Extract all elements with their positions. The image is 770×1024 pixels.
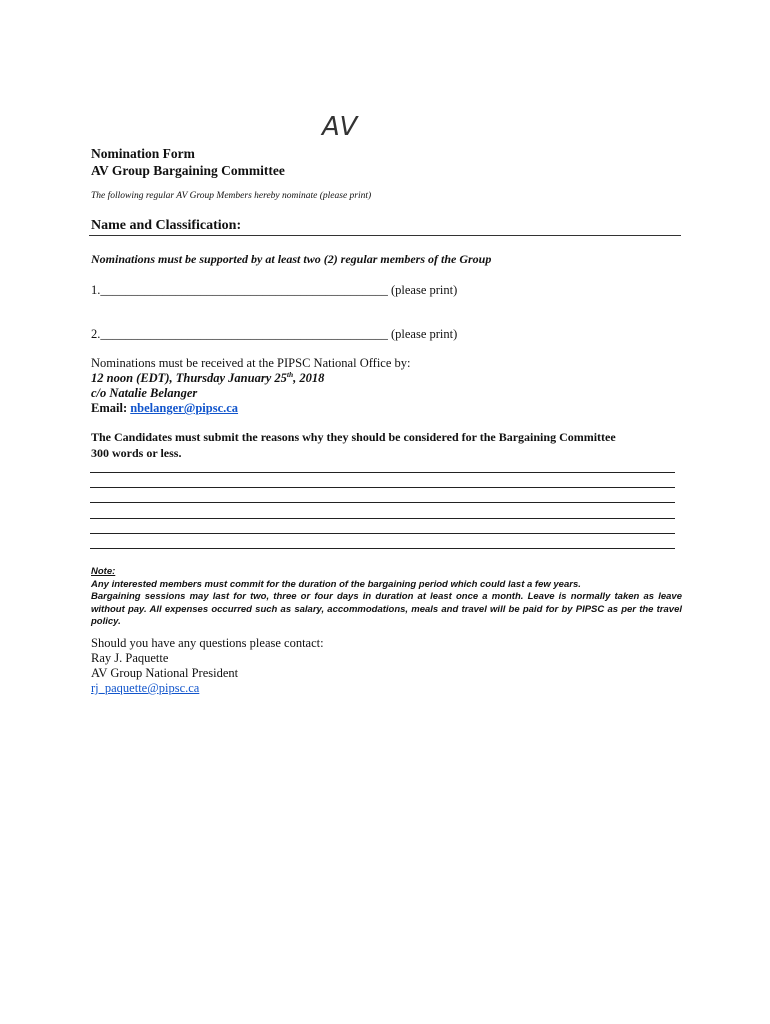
reason-writing-line[interactable]: [90, 533, 675, 534]
section-divider: [89, 235, 681, 236]
note-commitment: Any interested members must commit for the duration of the bargaining period which could last a few years.: [91, 578, 581, 590]
received-instructions: Nominations must be received at the PIPSC National Office by:: [91, 356, 411, 370]
section-heading: Name and Classification:: [91, 218, 242, 233]
note-sessions: Bargaining sessions may last for two, three or four days in duration at least once a month. Leave is normally taken as leave without pay. All expenses occurred such as salary, accommodations, meals and travel will be paid for by PIPSC as per the travel policy.: [91, 591, 682, 627]
reason-writing-line[interactable]: [90, 487, 675, 488]
candidates-instruction: The Candidates must submit the reasons why they should be considered for the Bargaining Committee: [91, 430, 616, 444]
reason-writing-line[interactable]: [90, 518, 675, 519]
submission-email: [91, 401, 238, 416]
form-subtitle: AV Group Bargaining Committee: [91, 163, 285, 178]
deadline-date-year: , 2018: [293, 371, 325, 385]
deadline-date-ordinal: th: [286, 369, 294, 379]
contact-title: AV Group National President: [91, 666, 239, 680]
contact-email-link[interactable]: rj_paquette@pipsc.ca: [91, 681, 200, 695]
intro-text: The following regular AV Group Members hereby nominate (please print): [91, 191, 372, 201]
reason-writing-line[interactable]: [90, 548, 675, 549]
email-label: Email:: [91, 401, 131, 415]
av-logo: AV: [322, 112, 359, 142]
care-of: c/o Natalie Belanger: [91, 386, 198, 400]
reason-writing-line[interactable]: [90, 502, 675, 503]
reason-writing-line[interactable]: [90, 472, 675, 473]
nominee-line-1[interactable]: 1.______________________________________________ (please print): [91, 283, 458, 297]
support-requirement: Nominations must be supported by at least two (2) regular members of the Group: [91, 252, 492, 266]
form-title: Nomination Form: [91, 146, 195, 161]
note-label: Note:: [91, 566, 116, 577]
contact-name: Ray J. Paquette: [91, 651, 169, 665]
email-link[interactable]: nbelanger@pipsc.ca: [130, 401, 239, 415]
contact-email: [91, 681, 199, 696]
word-limit: 300 words or less.: [91, 446, 182, 460]
deadline-date-main: 12 noon (EDT), Thursday January 25: [91, 371, 287, 385]
contact-intro: Should you have any questions please contact:: [91, 636, 324, 650]
nominee-line-2[interactable]: 2.______________________________________________ (please print): [91, 327, 458, 341]
note-block: [91, 566, 682, 629]
deadline-date: [91, 371, 324, 386]
